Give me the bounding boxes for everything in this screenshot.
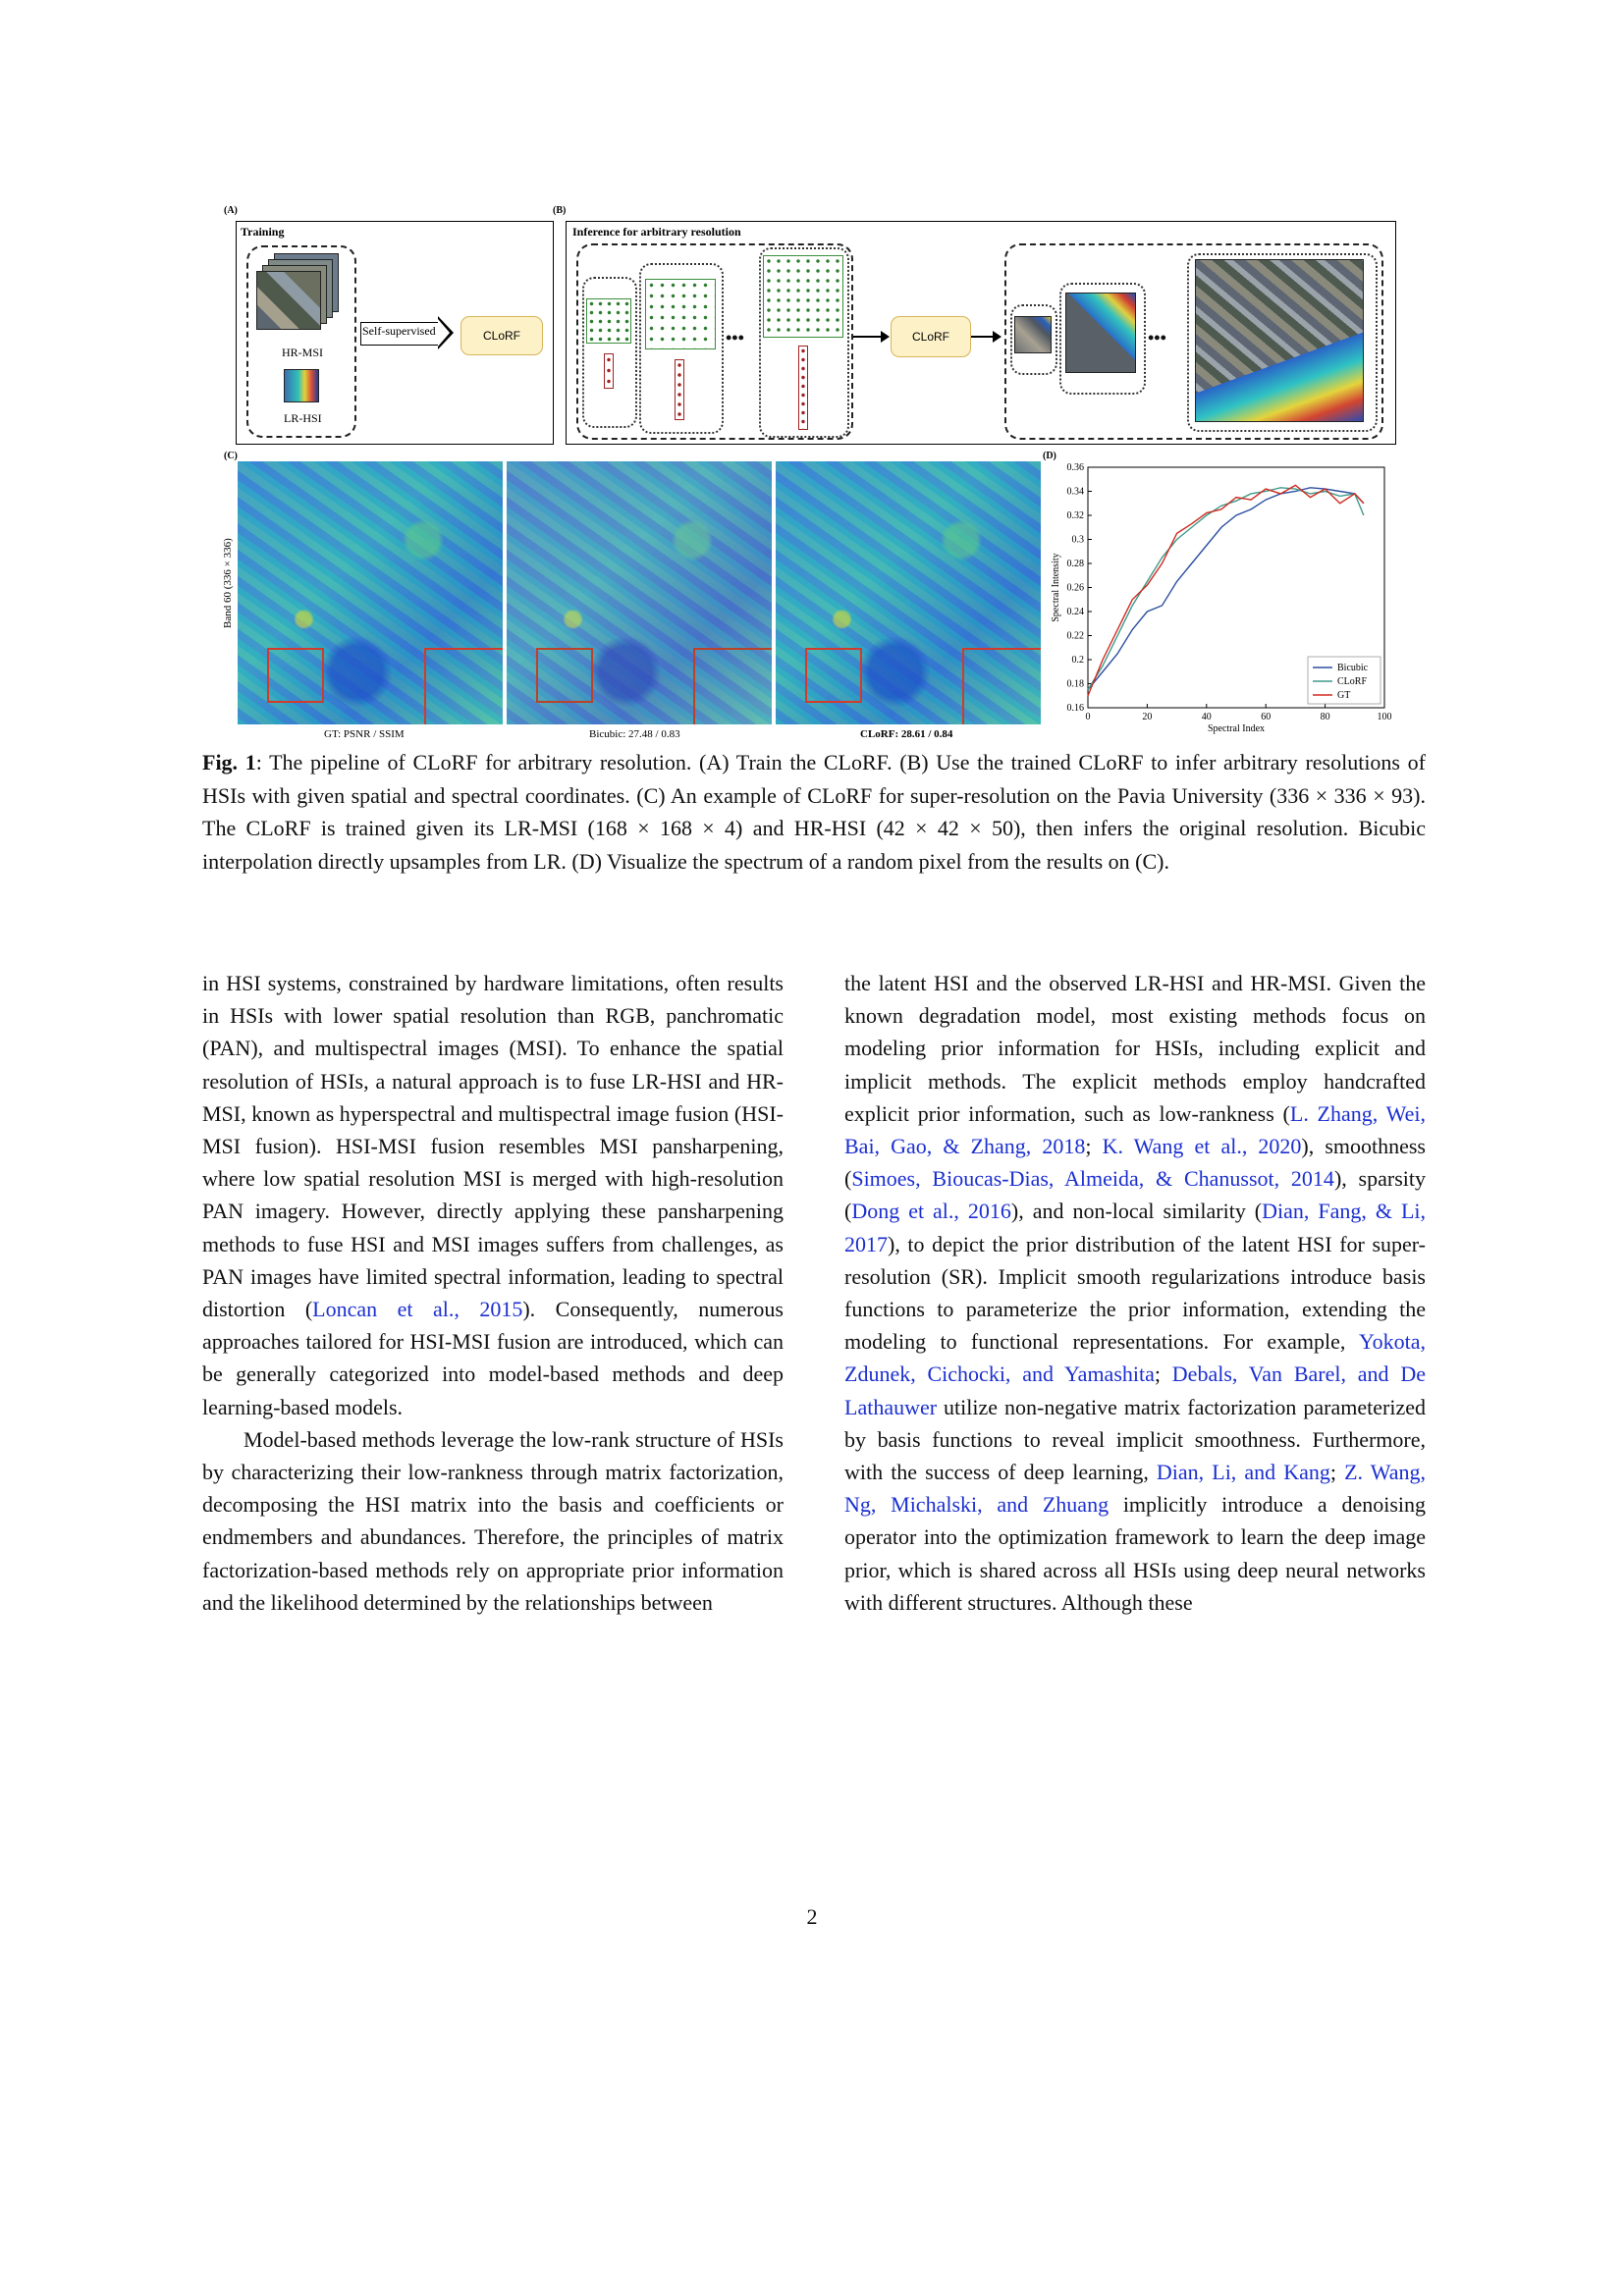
y-axis-label: Spectral Intensity <box>1051 553 1061 622</box>
caption-text: : The pipeline of CLoRF for arbitrary resolution. (A) Train the CLoRF. (B) Use the trained CLoRF to infer arbitrary resolutions of HSIs with given spatial and spectral coordinates. (C) An example of CLoRF for super-resolution on the Pavia University (336 × 336 × 93). The CLoRF is trained given its LR-MSI (168 × 168 × 4) and HR-HSI (42 × 42 × 50), then infers the original resolution. Bicubic interpolation directly upsamples from LR. (D) Visualize the spectrum of a random pixel from the results on (C). <box>202 750 1426 874</box>
page-number: 2 <box>806 1904 818 1929</box>
spectral-bar-small <box>604 353 614 389</box>
x-tick-label: 60 <box>1261 712 1272 722</box>
caption-bicubic: Bicubic: 27.48 / 0.83 <box>589 728 680 740</box>
arrow-right-icon <box>881 331 890 343</box>
band-image-gt <box>238 461 503 724</box>
spectral-bar-medium <box>675 359 684 420</box>
y-tick-label: 0.24 <box>1066 607 1084 617</box>
y-tick-label: 0.22 <box>1066 630 1084 642</box>
caption-clorf: CLoRF: 28.61 / 0.84 <box>860 728 953 740</box>
caption-label: Fig. 1 <box>202 750 256 774</box>
arrow-right-icon-2 <box>993 331 1001 343</box>
x-tick-label: 20 <box>1142 712 1153 722</box>
roi-zoom-box <box>962 648 1041 724</box>
roi-box <box>267 648 324 703</box>
roi-zoom-box <box>693 648 772 724</box>
y-tick-label: 0.36 <box>1066 462 1084 473</box>
hr-msi-image-stack <box>256 253 354 340</box>
y-tick-label: 0.2 <box>1071 655 1084 666</box>
paragraph: Model-based methods leverage the low-rank structure of HSIs by characterizing their low-rankness through matrix factorization, decomposing the HSI matrix into the basis and coefficients or endmembers and abundances. Therefore, the principles of matrix factorization-based methods rely on appropriate prior information and the likelihood determined by the relationships between <box>202 1426 784 1615</box>
paragraph: the latent HSI and the observed LR-HSI and HR-MSI. Given the known degradation model, most existing methods focus on modeling prior information for HSIs, including explicit and implicit methods. The explicit methods employ handcrafted explicit prior information, such as low-rankness (L. Zhang, Wei, Bai, Gao, & Zhang, 2018; K. Wang et al., 2020), smoothness (Simoes, Bioucas-Dias, Almeida, & Chanussot, 2014), sparsity (Dong et al., 2016), and non-local similarity (Dian, Fang, & Li, 2017), to depict the prior distribution of the latent HSI for super-resolution (SR). Implicit smooth regularizations introduce basis functions to parameterize the prior information, extending the modeling to functional representations. For example, Yokota, Zdunek, Cichocki, and Yamashita; Debals, Van Barel, and De Lathauwer utilize non-negative matrix factorization parameterized by basis functions to reveal implicit smoothness. Furthermore, with the success of deep learning, Dian, Li, and Kang; Z. Wang, Ng, Michalski, and Zhuang implicitly introduce a denoising operator into the optimization framework to learn the deep image prior, which is shared across all HSIs using deep neural networks with different structures. Although these <box>844 971 1426 1615</box>
ellipsis-1: ••• <box>726 328 744 347</box>
figure-caption <box>202 746 1426 878</box>
x-tick-label: 80 <box>1320 712 1330 722</box>
roi-zoom-box <box>424 648 503 724</box>
output-hsi-cube-medium <box>1065 293 1136 373</box>
coordinate-grid-large <box>763 255 843 338</box>
paragraph: in HSI systems, constrained by hardware limitations, often results in HSIs with lower spatial resolution than RGB, panchromatic (PAN), and multispectral images (MSI). To enhance the spatial resolution of HSIs, a natural approach is to fuse LR-HSI and HR-MSI, known as hyperspectral and multispectral image fusion (HSI-MSI fusion). HSI-MSI fusion resembles MSI pansharpening, where low spatial resolution MSI is merged with high-resolution PAN imagery. However, directly applying these pansharpening methods to fuse HSI and MSI images suffers from challenges, as PAN images have limited spectral information, leading to spectral distortion (Loncan et al., 2015). Consequently, numerous approaches tailored for HSI-MSI fusion are introduced, which can be generally categorized into model-based methods and deep learning-based models. <box>202 971 784 1419</box>
legend-entry: CLoRF <box>1337 676 1368 687</box>
x-tick-label: 0 <box>1085 712 1091 722</box>
roi-box <box>536 648 593 703</box>
citation-link[interactable]: L. Zhang, Wei, Bai, Gao, & Zhang, 2018 <box>844 1100 1426 1159</box>
panel-b-title: Inference for arbitrary resolution <box>572 225 741 239</box>
x-axis-label: Spectral Index <box>1207 723 1266 734</box>
caption-gt: GT: PSNR / SSIM <box>324 728 405 740</box>
coordinate-grid-medium <box>645 279 716 349</box>
citation-link[interactable]: Loncan et al., 2015 <box>312 1297 523 1322</box>
clorf-model-training: CLoRF <box>460 316 543 355</box>
coordinate-grid-small <box>586 298 631 344</box>
y-tick-label: 0.16 <box>1066 703 1084 714</box>
lr-hsi-label: LR-HSI <box>284 411 322 425</box>
citation-link[interactable]: Debals, Van Barel, and De Lathauwer <box>844 1362 1426 1419</box>
lr-hsi-cube <box>284 369 319 402</box>
citation-link[interactable]: Yokota, Zdunek, Cichocki, and Yamashita <box>844 1329 1426 1387</box>
citation-link[interactable]: Z. Wang, Ng, Michalski, and Zhuang <box>844 1460 1426 1518</box>
clorf-model-inference: CLoRF <box>891 316 971 357</box>
hr-msi-label: HR-MSI <box>282 346 324 359</box>
panel-b <box>566 221 1396 445</box>
output-hsi-cube-large <box>1195 259 1364 422</box>
citation-link[interactable]: K. Wang et al., 2020 <box>1102 1134 1302 1159</box>
panel-a <box>236 221 554 445</box>
band-image-bicubic <box>507 461 772 724</box>
citation-link[interactable]: Dian, Fang, & Li, 2017 <box>844 1199 1426 1256</box>
legend-entry: GT <box>1337 690 1351 701</box>
y-tick-label: 0.18 <box>1066 678 1084 690</box>
panel-a-title: Training <box>241 225 285 239</box>
citation-link[interactable]: Dong et al., 2016 <box>851 1199 1011 1224</box>
x-tick-label: 100 <box>1377 712 1392 722</box>
y-tick-label: 0.28 <box>1066 559 1084 569</box>
citation-link[interactable]: Dian, Li, and Kang <box>1156 1460 1330 1485</box>
y-tick-label: 0.32 <box>1066 510 1084 521</box>
roi-box <box>805 648 862 703</box>
panel-c-label: (C) <box>224 451 238 461</box>
spectral-bar-large <box>798 346 808 430</box>
y-tick-label: 0.3 <box>1071 534 1084 546</box>
legend-entry: Bicubic <box>1337 663 1369 673</box>
panel-a-label: (A) <box>224 205 238 216</box>
y-tick-label: 0.26 <box>1066 582 1084 594</box>
panel-b-label: (B) <box>553 205 567 216</box>
citation-link[interactable]: Simoes, Bioucas-Dias, Almeida, & Chanussot, 2014 <box>851 1166 1334 1192</box>
spectrum-chart <box>1043 454 1402 744</box>
self-supervised-label: Self-supervised <box>362 324 436 338</box>
left-column <box>202 967 784 1619</box>
band-image-clorf <box>776 461 1041 724</box>
panel-d-label: (D) <box>1043 451 1056 461</box>
output-hsi-cube-small <box>1014 316 1052 353</box>
ellipsis-2: ••• <box>1148 328 1166 347</box>
panel-c-ylabel: Band 60 (336 × 336) <box>222 538 234 628</box>
y-tick-label: 0.34 <box>1066 486 1084 498</box>
right-column <box>844 967 1426 1619</box>
x-tick-label: 40 <box>1201 712 1212 722</box>
